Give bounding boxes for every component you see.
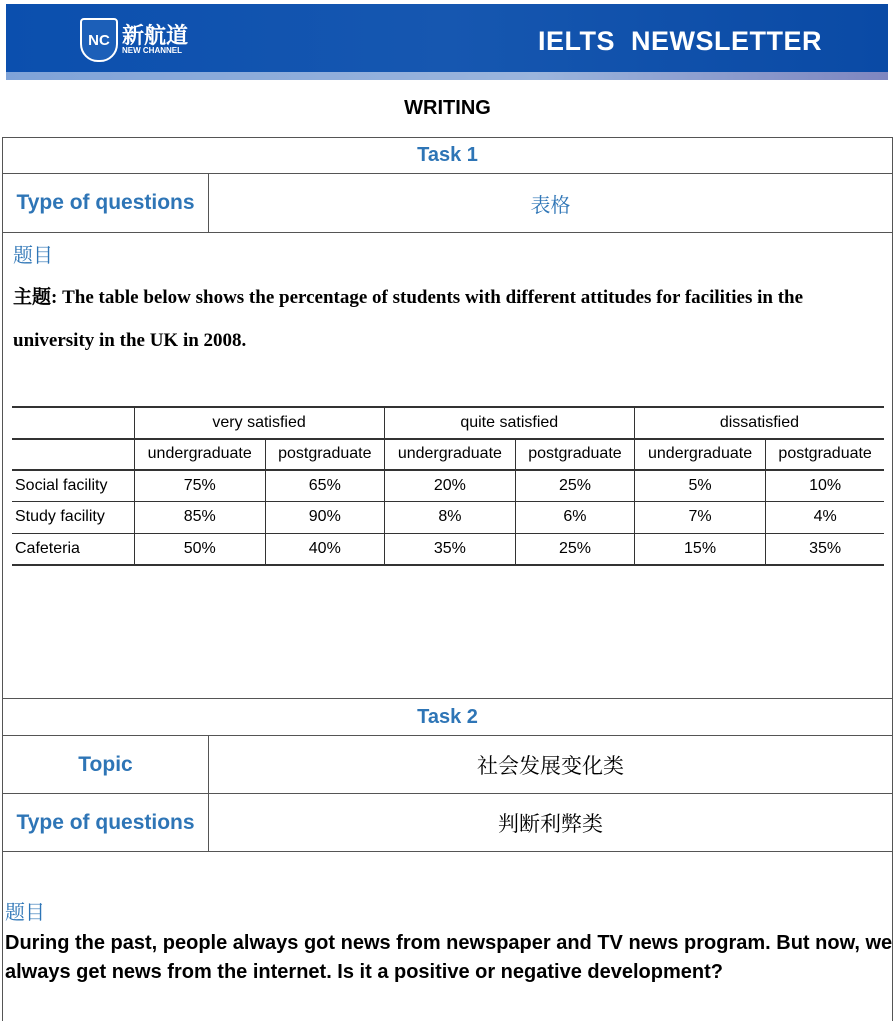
task2-prompt bbox=[5, 929, 895, 987]
logo-shield-icon: NC bbox=[80, 18, 118, 62]
table-cell: 65% bbox=[265, 470, 384, 502]
table-row bbox=[12, 502, 884, 534]
header-banner bbox=[6, 4, 888, 80]
prompt-prefix: 主题: bbox=[13, 287, 58, 308]
logo-en: NEW CHANNEL bbox=[122, 46, 182, 55]
subheader: postgraduate bbox=[265, 439, 384, 471]
group-header: very satisfied bbox=[134, 407, 384, 439]
table-cell: 8% bbox=[384, 502, 515, 534]
subheader: undergraduate bbox=[634, 439, 765, 471]
task2-content bbox=[2, 851, 893, 1021]
table-cell: 25% bbox=[516, 470, 635, 502]
task1-header bbox=[2, 137, 893, 173]
subheader: undergraduate bbox=[134, 439, 265, 471]
task1-prompt bbox=[13, 276, 882, 362]
group-header: dissatisfied bbox=[634, 407, 884, 439]
task2-type-row bbox=[2, 793, 893, 851]
prompt-text: The table below shows the percentage of students with different attitudes for facilities in the university in the UK in 2008. bbox=[13, 287, 804, 351]
data-table bbox=[12, 406, 884, 566]
prompt-text: During the past, people always got news from newspaper and TV news program. But now, we always get news from the internet. Is it a positive or negative development? bbox=[5, 932, 893, 983]
row-label: Study facility bbox=[12, 502, 134, 534]
task1-type-row bbox=[2, 173, 893, 232]
type-value: 判断利弊类 bbox=[498, 812, 603, 836]
table-cell: 7% bbox=[634, 502, 765, 534]
task2-title: Task 2 bbox=[417, 705, 478, 728]
table-cell: 35% bbox=[766, 533, 884, 565]
task1-title: Task 1 bbox=[417, 144, 478, 166]
type-label: Type of questions bbox=[3, 794, 209, 851]
table-cell: 90% bbox=[265, 502, 384, 534]
logo-cn: 新航道 bbox=[122, 23, 189, 48]
row-label: Social facility bbox=[12, 470, 134, 502]
topic-heading: 题目 bbox=[13, 245, 53, 267]
newsletter-title: IELTS NEWSLETTER bbox=[538, 26, 822, 56]
table-cell: 4% bbox=[766, 502, 884, 534]
group-header: quite satisfied bbox=[384, 407, 634, 439]
section-title: WRITING bbox=[404, 97, 491, 119]
table-row bbox=[12, 470, 884, 502]
topic-label: Topic bbox=[3, 736, 209, 793]
task2-topic-row bbox=[2, 735, 893, 793]
topic-heading: 题目 bbox=[5, 902, 45, 924]
subheader: undergraduate bbox=[384, 439, 515, 471]
logo bbox=[80, 18, 188, 62]
table-cell: 10% bbox=[766, 470, 884, 502]
table-cell: 25% bbox=[516, 533, 635, 565]
table-cell: 5% bbox=[634, 470, 765, 502]
topic-value: 社会发展变化类 bbox=[477, 754, 624, 778]
type-label: Type of questions bbox=[3, 174, 209, 232]
table-cell: 15% bbox=[634, 533, 765, 565]
type-value: 表格 bbox=[530, 194, 571, 217]
table-cell: 6% bbox=[516, 502, 635, 534]
banner-strip bbox=[6, 72, 888, 80]
table-cell: 35% bbox=[384, 533, 515, 565]
subheader: postgraduate bbox=[766, 439, 884, 471]
subheader: postgraduate bbox=[516, 439, 635, 471]
table-cell: 85% bbox=[134, 502, 265, 534]
table-cell: 40% bbox=[265, 533, 384, 565]
table-cell: 50% bbox=[134, 533, 265, 565]
table-cell: 20% bbox=[384, 470, 515, 502]
task2-header bbox=[2, 698, 893, 735]
row-label: Cafeteria bbox=[12, 533, 134, 565]
table-cell: 75% bbox=[134, 470, 265, 502]
table-row bbox=[12, 533, 884, 565]
